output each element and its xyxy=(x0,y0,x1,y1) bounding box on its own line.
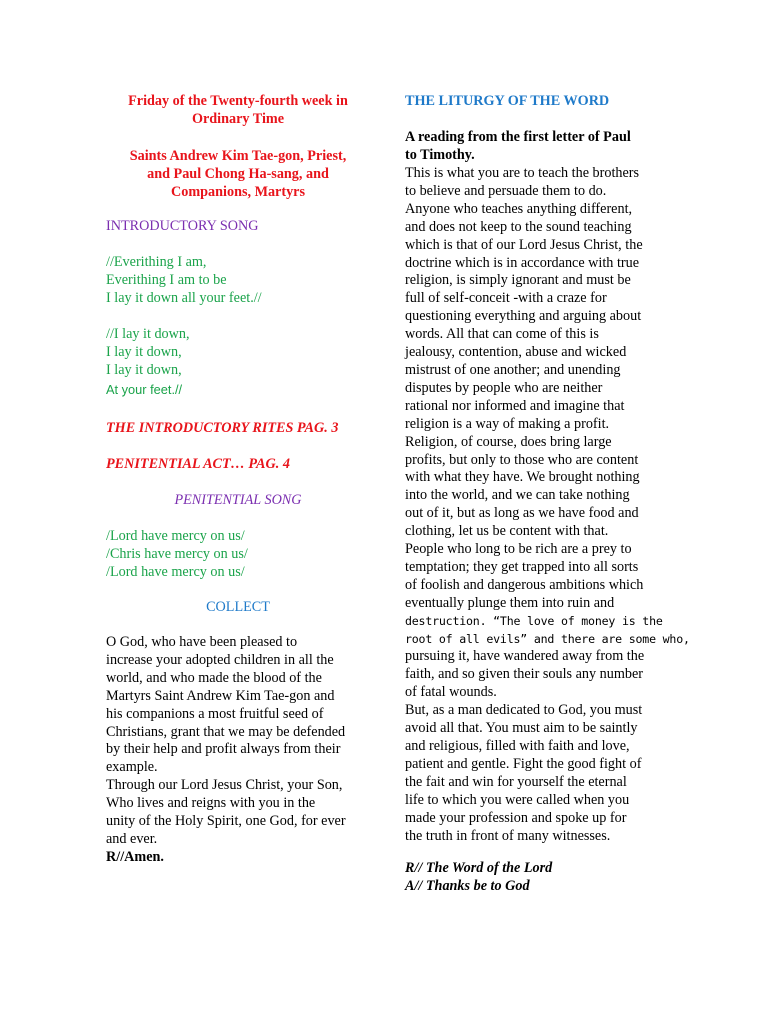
reading-line: pursuing it, have wandered away from the xyxy=(405,648,645,665)
collect-line: world, and who made the blood of the xyxy=(106,669,322,686)
reading-line: eventually plunge them into ruin and xyxy=(405,594,615,611)
reading-line: Anyone who teaches anything different, xyxy=(405,200,633,217)
penitential-song-line-3: /Lord have mercy on us/ xyxy=(106,564,245,580)
introductory-rites: THE INTRODUCTORY RITES PAG. 3 xyxy=(106,420,339,436)
collect-line: Christians, grant that we may be defended xyxy=(106,723,346,740)
reading-line: doctrine which is in accordance with true xyxy=(405,254,640,271)
reading-line: disputes by people who are neither xyxy=(405,379,603,396)
reading-line: religion is a way of making a profit. xyxy=(405,415,610,432)
reading-line: into the world, and we can take nothing xyxy=(405,487,630,504)
collect-heading: COLLECT xyxy=(206,599,270,615)
song-verse1-line-1: //Everithing I am, xyxy=(106,254,207,270)
reading-line: This is what you are to teach the brothers xyxy=(405,165,640,181)
reading-line: of fatal wounds. xyxy=(405,684,497,701)
collect-line: by their help and profit always from their xyxy=(106,741,341,758)
reading-fragment: destruction. xyxy=(405,613,494,628)
saints-line-2: and Paul Chong Ha-sang, and xyxy=(147,166,329,182)
penitential-act: PENITENTIAL ACT… PAG. 4 xyxy=(106,456,290,472)
song-verse1-line-2: Everithing I am to be xyxy=(106,272,227,288)
reading-line: clothing, let us be content with that. xyxy=(405,523,609,540)
reading-line: temptation; they get trapped into all sorts xyxy=(405,558,639,575)
saints-line-1: Saints Andrew Kim Tae-gon, Priest, xyxy=(129,148,347,164)
collect-line: example. xyxy=(106,759,158,776)
reading-line: of foolish and dangerous ambitions which xyxy=(405,576,644,593)
reading-line: the truth in front of many witnesses. xyxy=(405,827,611,844)
reading-line: People who long to be rich are a prey to xyxy=(405,541,632,558)
response-word-of-the-lord: R// The Word of the Lord xyxy=(405,860,553,876)
collect-line: Who lives and reigns with you in the xyxy=(106,795,316,812)
reading-line: words. All that can come of this is xyxy=(405,326,599,343)
collect-text xyxy=(106,634,346,867)
penitential-song-line-2: /Chris have mercy on us/ xyxy=(106,546,248,562)
reading-line: out of it, but as long as we have food and xyxy=(405,505,639,522)
liturgy-heading: THE LITURGY OF THE WORD xyxy=(405,93,610,109)
reading-line: profits, but only to those who are content xyxy=(405,451,639,468)
collect-line: and ever. xyxy=(106,830,158,847)
reading-line-mixed-1 xyxy=(405,613,690,631)
collect-line: O God, who have been pleased to xyxy=(106,634,298,650)
collect-line: unity of the Holy Spirit, one God, for ever xyxy=(106,813,346,830)
reading-line: life to which you were called when you xyxy=(405,791,630,808)
response-thanks-be-to-god: A// Thanks be to God xyxy=(405,878,530,894)
reading-title-line-1: A reading from the first letter of Paul xyxy=(405,129,631,145)
reading-line: faith, and so given their souls any number xyxy=(405,666,643,683)
reading-line: with what they have. We brought nothing xyxy=(405,469,640,486)
reading-line: patient and gentle. Fight the good fight of xyxy=(405,755,642,772)
song-verse2-line-4: At your feet.// xyxy=(106,382,183,397)
reading-line: rational nor informed and imagine that xyxy=(405,397,625,414)
song-verse2-line-2: I lay it down, xyxy=(106,344,182,360)
reading-line-mixed-2 xyxy=(405,631,690,649)
reading-line: But, as a man dedicated to God, you must xyxy=(405,702,643,719)
reading-fragment: and there are some who, xyxy=(527,631,690,646)
saints-line-3: Companions, Martyrs xyxy=(171,184,305,200)
reading-line: the fait and win for yourself the eternal xyxy=(405,773,627,790)
reading-line: jealousy, contention, abuse and wicked xyxy=(405,344,627,361)
reading-line: and does not keep to the sound teaching xyxy=(405,218,632,235)
reading-line: mistrust of one another; and unending xyxy=(405,361,621,378)
collect-line: his companions a most fruitful seed of xyxy=(106,705,324,722)
collect-line: Martyrs Saint Andrew Kim Tae-gon and xyxy=(106,687,335,704)
reading-line: Religion, of course, does bring large xyxy=(405,433,612,450)
reading-line: religion, is simply ignorant and must be xyxy=(405,272,631,289)
collect-line: Through our Lord Jesus Christ, your Son, xyxy=(106,777,343,794)
introductory-song-heading: INTRODUCTORY SONG xyxy=(106,218,259,234)
song-verse1-line-3: I lay it down all your feet.// xyxy=(106,290,262,306)
reading-line: and religious, filled with faith and love, xyxy=(405,738,630,754)
reading-quote-fragment: root of all evils” xyxy=(405,631,528,646)
reading-title-line-2: to Timothy. xyxy=(405,147,475,163)
reading-line: full of self-conceit -with a craze for xyxy=(405,290,607,307)
reading-line: which is that of our Lord Jesus Christ, the xyxy=(405,236,643,253)
collect-line: increase your adopted children in all the xyxy=(106,651,334,668)
song-verse2-line-1: //I lay it down, xyxy=(106,326,190,342)
title-line-2: Ordinary Time xyxy=(191,111,285,127)
reading-line: questioning everything and arguing about xyxy=(405,308,642,325)
reading-text xyxy=(405,165,690,845)
title-line-1: Friday of the Twenty-fourth week in xyxy=(128,93,348,109)
penitential-song-line-1: /Lord have mercy on us/ xyxy=(106,528,245,544)
reading-quote-fragment: “The love of money is the xyxy=(493,613,663,628)
collect-response: R//Amen. xyxy=(106,848,164,865)
song-verse2-line-3: I lay it down, xyxy=(106,362,182,378)
reading-line: to believe and persuade them to do. xyxy=(405,182,607,199)
reading-line: made your profession and spoke up for xyxy=(405,809,627,826)
reading-line: avoid all that. You must aim to be saintly xyxy=(405,720,638,737)
penitential-song-heading: PENITENTIAL SONG xyxy=(174,492,302,508)
